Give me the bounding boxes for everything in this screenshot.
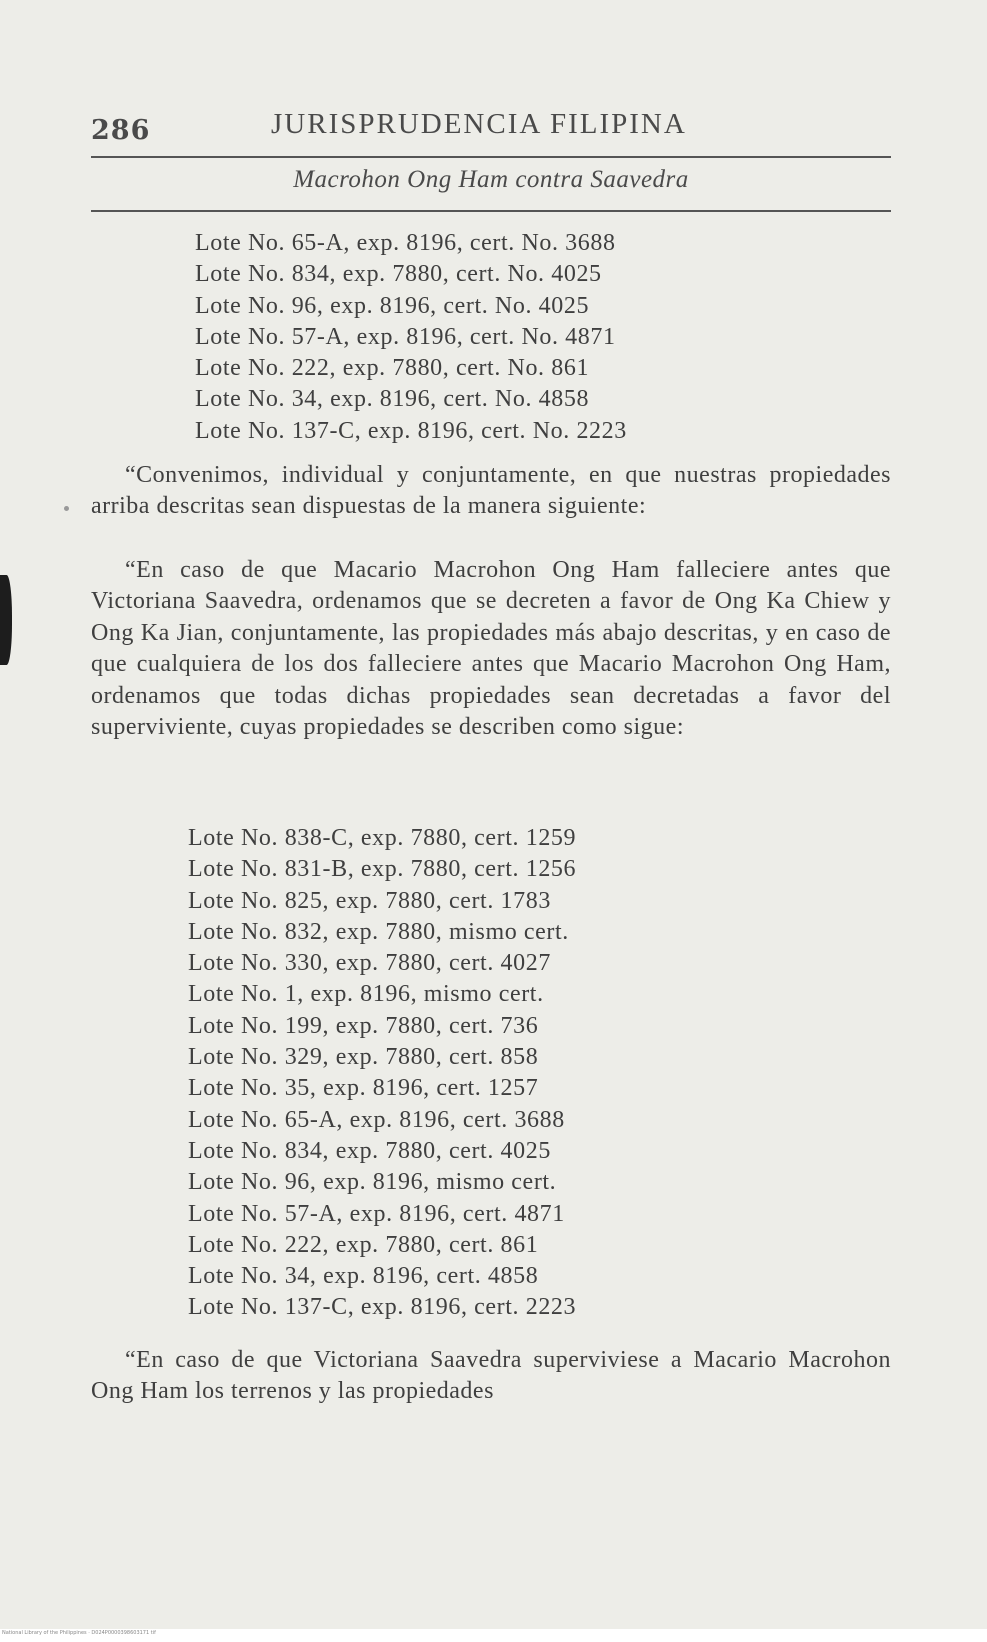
list-item: Lote No. 96, exp. 8196, cert. No. 4025 — [195, 292, 590, 319]
list-item: Lote No. 34, exp. 8196, cert. No. 4858 — [195, 386, 590, 413]
paragraph-disposition: “En caso de que Macario Macrohon Ong Ham falleciere antes que Victoriana Saavedra, ordenamos que se decreten a favor de Ong Ka Chiew y Ong Ka Jian, conjuntamente, las propiedades más abajo descritas, y en caso de que cualquiera de los dos falleciere antes que Macario Macrohon Ong Ham, ordenamos que todas dichas propiedades sean decretadas a favor del superviviente, cuyas propiedades se describen como sigue: — [91, 557, 891, 741]
list-item: Lote No. 329, exp. 7880, cert. 858 — [188, 1044, 539, 1071]
list-item: Lote No. 838-C, exp. 7880, cert. 1259 — [188, 825, 577, 851]
list-item: Lote No. 825, exp. 7880, cert. 1783 — [188, 887, 551, 914]
list-item: Lote No. 57-A, exp. 8196, cert. 4871 — [188, 1200, 565, 1227]
paragraph-agreement: “Convenimos, individual y conjuntamente, en que nuestras propiedades arriba descritas sean dispuestas de la manera siguiente: — [91, 462, 891, 520]
page-number: 286 — [91, 115, 151, 146]
list-item: Lote No. 834, exp. 7880, cert. No. 4025 — [195, 261, 602, 288]
list-item: Lote No. 330, exp. 7880, cert. 4027 — [188, 950, 551, 977]
list-item: Lote No. 222, exp. 7880, cert. No. 861 — [195, 355, 590, 382]
print-speck — [64, 506, 69, 511]
list-item: Lote No. 831-B, exp. 7880, cert. 1256 — [188, 856, 577, 883]
running-title: JURISPRUDENCIA FILIPINA — [271, 108, 687, 140]
list-item: Lote No. 65-A, exp. 8196, cert. 3688 — [188, 1106, 565, 1133]
list-item: Lote No. 199, exp. 7880, cert. 736 — [188, 1012, 539, 1039]
lot-list-second — [188, 823, 576, 1324]
list-item: Lote No. 137-C, exp. 8196, cert. No. 2223 — [195, 417, 627, 444]
list-item: Lote No. 832, exp. 7880, mismo cert. — [188, 918, 569, 945]
list-item: Lote No. 1, exp. 8196, mismo cert. — [188, 981, 544, 1008]
list-item: Lote No. 222, exp. 7880, cert. 861 — [188, 1231, 539, 1258]
scan-attribution: National Library of the Philippines · D024P0000398603171 tif — [2, 1630, 156, 1636]
lot-list-first — [195, 228, 627, 447]
case-title: Macrohon Ong Ham contra Saavedra — [293, 166, 689, 193]
list-item: Lote No. 96, exp. 8196, mismo cert. — [188, 1169, 557, 1196]
page-header — [91, 103, 891, 153]
list-item: Lote No. 65-A, exp. 8196, cert. No. 3688 — [195, 230, 616, 256]
list-item: Lote No. 35, exp. 8196, cert. 1257 — [188, 1075, 539, 1102]
list-item: Lote No. 34, exp. 8196, cert. 4858 — [188, 1263, 539, 1290]
paragraph-survivor-clause: “En caso de que Victoriana Saavedra superviviese a Macario Macrohon Ong Ham los terrenos y las propiedades — [91, 1347, 891, 1405]
list-item: Lote No. 137-C, exp. 8196, cert. 2223 — [188, 1294, 577, 1321]
list-item: Lote No. 57-A, exp. 8196, cert. No. 4871 — [195, 323, 616, 350]
header-rule-top — [91, 156, 891, 158]
list-item: Lote No. 834, exp. 7880, cert. 4025 — [188, 1137, 551, 1164]
binding-shadow — [0, 575, 12, 665]
header-rule-bottom — [91, 210, 891, 212]
